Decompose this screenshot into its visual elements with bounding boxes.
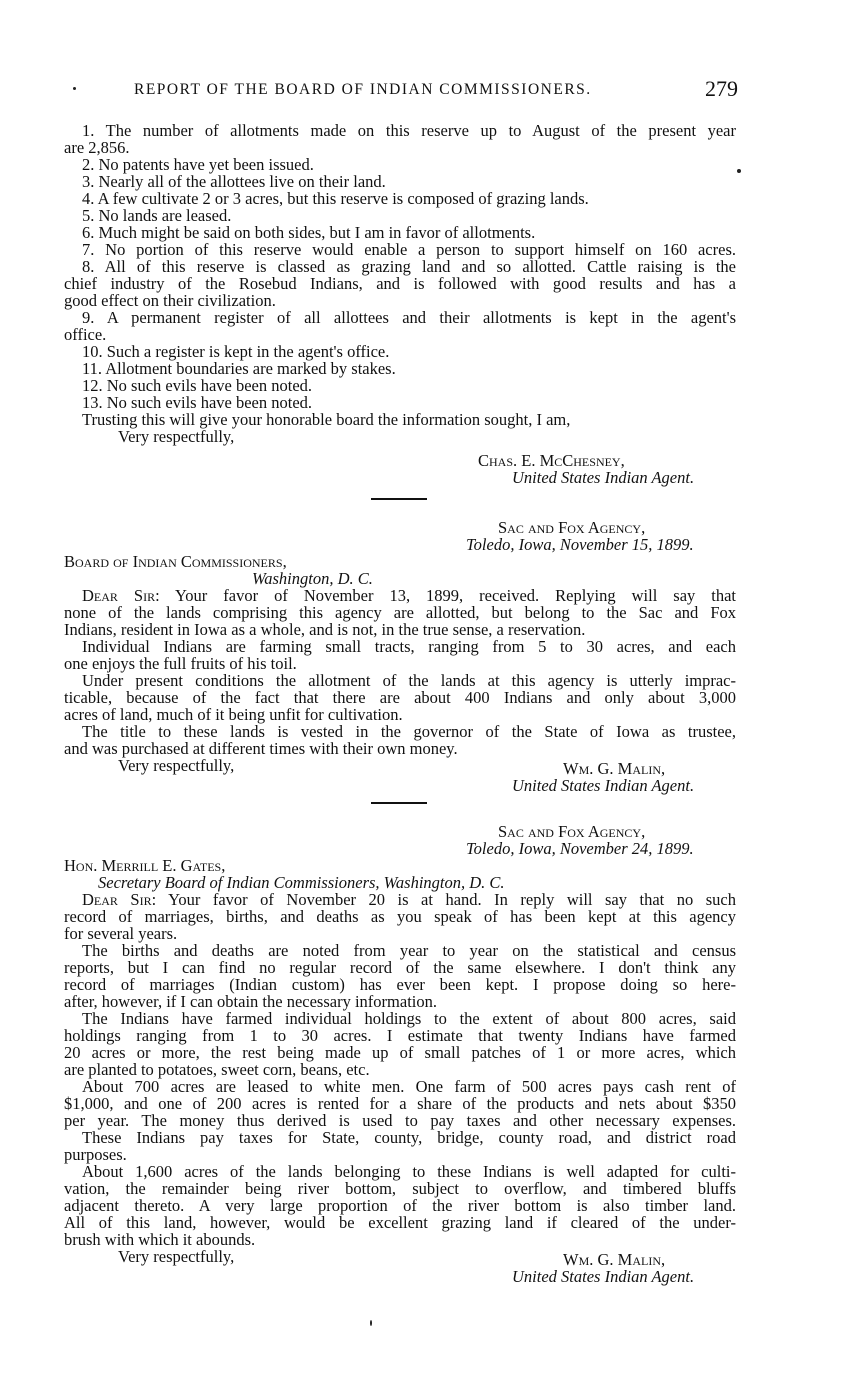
text-line: ticable, because of the fact that there are about 400 Indians and only about 3,000: [64, 688, 736, 707]
text-line: 11. Allotment boundaries are marked by stakes.: [82, 359, 396, 378]
section-divider: [371, 802, 427, 804]
addressee-place: Washington, D. C.: [252, 569, 373, 588]
text-line: 5. No lands are leased.: [82, 206, 232, 225]
ink-speck: [370, 1320, 372, 1326]
text-line: $1,000, and one of 200 acres is rented for a share of the products and nets about $350: [64, 1094, 736, 1113]
text-line: 8. All of this reserve is classed as grazing land and so allotted. Cattle raising is the: [82, 257, 736, 276]
text-line: All of this land, however, would be excellent grazing land if cleared of the under-: [64, 1213, 736, 1232]
text-line: 7. No portion of this reserve would enable a person to support himself on 160 acres.: [82, 240, 736, 259]
text-line: 20 acres or more, the rest being made up of small patches of 1 or more acres, which: [64, 1043, 736, 1062]
page-header: [134, 76, 738, 102]
text-line: Individual Indians are farming small tracts, ranging from 5 to 30 acres, and each: [82, 637, 736, 656]
text-line: adjacent thereto. A very large proportion of the river bottom is also timber land.: [64, 1196, 736, 1215]
text-line: The births and deaths are noted from year to year on the statistical and census: [82, 941, 736, 960]
text-span: Your favor of November 13, 1899, received. Replying will say that: [159, 586, 736, 605]
salutation: Dear Sir:: [82, 890, 157, 909]
letter-body: [64, 891, 736, 1265]
agency-name: Sac and Fox Agency,: [498, 822, 646, 841]
text-line: 10. Such a register is kept in the agent's office.: [82, 342, 390, 361]
text-line: 13. No such evils have been noted.: [82, 393, 313, 412]
text-line: are 2,856.: [64, 138, 130, 157]
text-line: purposes.: [64, 1145, 127, 1164]
ink-speck: [73, 87, 76, 90]
text-line: after, however, if I can obtain the necessary information.: [64, 992, 437, 1011]
text-line: 4. A few cultivate 2 or 3 acres, but this reserve is composed of grazing lands.: [82, 189, 589, 208]
text-line: 3. Nearly all of the allottees live on their land.: [82, 172, 386, 191]
text-line: for several years.: [64, 924, 178, 943]
place-date: Toledo, Iowa, November 15, 1899.: [466, 535, 694, 554]
closing: Very respectfully,: [118, 1247, 235, 1266]
signature-name: Chas. E. McChesney,: [478, 451, 625, 470]
text-line: brush with which it abounds.: [64, 1230, 256, 1249]
text-line: are planted to potatoes, sweet corn, beans, etc.: [64, 1060, 370, 1079]
text-line: office.: [64, 325, 107, 344]
signature-name: Wm. G. Malin,: [563, 759, 666, 778]
letter-body: [64, 587, 736, 774]
text-line: 1. The number of allotments made on this reserve up to August of the present year: [82, 121, 736, 140]
salutation: Dear Sir:: [82, 586, 160, 605]
text-line: 2. No patents have yet been issued.: [82, 155, 314, 174]
text-line: record of marriages, births, and deaths as you speak of has been kept at this agency: [64, 907, 736, 926]
text-line: The Indians have farmed individual holdings to the extent of about 800 acres, said: [82, 1009, 736, 1028]
text-line: About 1,600 acres of the lands belonging to these Indians is well adapted for culti-: [82, 1162, 736, 1181]
text-line: [64, 587, 736, 604]
text-line: holdings ranging from 1 to 30 acres. I estimate that twenty Indians have farmed: [64, 1026, 736, 1045]
signature-title: United States Indian Agent.: [512, 1267, 695, 1286]
text-line: none of the lands comprising this agency are allotted, but belong to the Sac and Fox: [64, 603, 736, 622]
text-line: good effect on their civilization.: [64, 291, 276, 310]
text-line: 6. Much might be said on both sides, but I am in favor of allotments.: [82, 223, 536, 242]
text-line: 9. A permanent register of all allottees and their allotments is kept in the agent's: [82, 308, 736, 327]
text-line: one enjoys the full fruits of his toil.: [64, 654, 297, 673]
place-date: Toledo, Iowa, November 24, 1899.: [466, 839, 694, 858]
text-line: About 700 acres are leased to white men. One farm of 500 acres pays cash rent of: [82, 1077, 736, 1096]
text-span: Your favor of November 20 is at hand. In reply will say that no such: [156, 890, 736, 909]
section-divider: [371, 498, 427, 500]
text-line: chief industry of the Rosebud Indians, and is followed with good results and has a: [64, 274, 736, 293]
text-line: reports, but I can find no regular record of the same elsewhere. I don't think any: [64, 958, 736, 977]
text-line: 12. No such evils have been noted.: [82, 376, 313, 395]
agency-name: Sac and Fox Agency,: [498, 518, 646, 537]
text-line: The title to these lands is vested in the governor of the State of Iowa as trustee,: [82, 722, 736, 741]
signature-name: Wm. G. Malin,: [563, 1250, 666, 1269]
addressee-title: Secretary Board of Indian Commissioners, Washington, D. C.: [98, 873, 505, 892]
text-line: acres of land, much of it being unfit for cultivation.: [64, 705, 403, 724]
addressee: Hon. Merrill E. Gates,: [64, 856, 226, 875]
closing: Very respectfully,: [118, 756, 235, 775]
text-line: record of marriages (Indian custom) has ever been kept. I propose doing so here-: [64, 975, 736, 994]
running-title: REPORT OF THE BOARD OF INDIAN COMMISSIONERS.: [134, 81, 592, 98]
text-line: Trusting this will give your honorable board the information sought, I am,: [82, 410, 571, 429]
text-line: Indians, resident in Iowa as a whole, and is not, in the true sense, a reservation.: [64, 620, 586, 639]
signature-title: United States Indian Agent.: [512, 776, 695, 795]
text-line: Under present conditions the allotment of the lands at this agency is utterly imprac-: [82, 671, 736, 690]
text-line: These Indians pay taxes for State, county, bridge, county road, and district road: [82, 1128, 736, 1147]
text-line: and was purchased at different times with their own money.: [64, 739, 458, 758]
page-number: 279: [705, 76, 738, 101]
text-line: per year. The money thus derived is used to pay taxes and other necessary expenses.: [64, 1111, 736, 1130]
ink-speck: [737, 169, 741, 173]
answers-list: [64, 122, 736, 445]
text-line: [64, 891, 736, 908]
addressee: Board of Indian Commissioners,: [64, 552, 287, 571]
closing: Very respectfully,: [118, 427, 235, 446]
text-line: vation, the remainder being river bottom, subject to overflow, and timbered bluffs: [64, 1179, 736, 1198]
signature-title: United States Indian Agent.: [512, 468, 695, 487]
